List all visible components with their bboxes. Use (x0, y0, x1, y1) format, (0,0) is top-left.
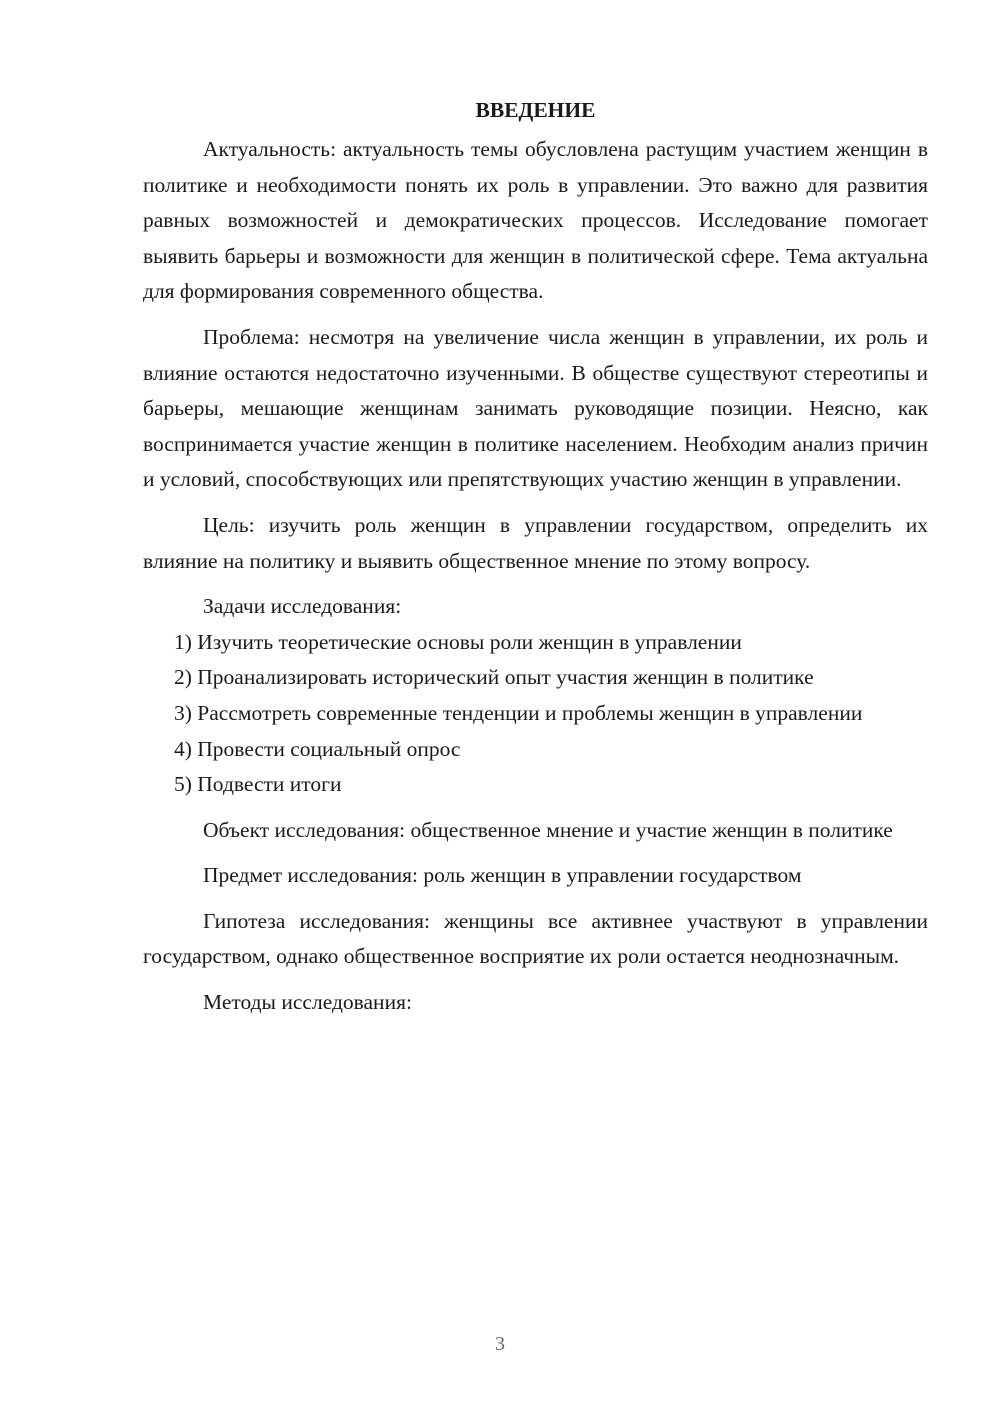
object-paragraph: Объект исследования: общественное мнение и участие женщин в политике (203, 817, 893, 842)
relevance-paragraph: Актуальность: актуальность темы обусловлена растущим участием женщин в политике и необходимости понять их роль в управлении. Это важно для развития равных возможностей и демократических процессов. Исследование помогает выявить барьеры и возможности для женщин в политической сфере. Тема актуальна для формирования современного общества. (143, 137, 928, 304)
task-item: 3) Рассмотреть современные тенденции и проблемы женщин в управлении (174, 700, 863, 725)
subject-paragraph: Предмет исследования: роль женщин в управлении государством (203, 863, 802, 888)
task-item: 5) Подвести итоги (174, 772, 342, 797)
document-page (143, 92, 928, 1021)
section-title: ВВЕДЕНИЕ (475, 98, 596, 122)
task-item: 4) Провести социальный опрос (174, 736, 461, 761)
task-item: 2) Проанализировать исторический опыт участия женщин в политике (174, 665, 814, 690)
hypothesis-paragraph: Гипотеза исследования: женщины все активнее участвуют в управлении государством, однако общественное восприятие их роли остается неоднозначным. (143, 908, 928, 969)
problem-paragraph: Проблема: несмотря на увеличение числа женщин в управлении, их роль и влияние остаются недостаточно изученными. В обществе существуют стереотипы и барьеры, мешающие женщинам занимать руководящие позиции. Неясно, как воспринимается участие женщин в политике населением. Необходим анализ причин и условий, способствующих или препятствующих участию женщин в управлении. (143, 324, 928, 492)
goal-paragraph: Цель: изучить роль женщин в управлении государством, определить их влияние на политику и выявить общественное мнение по этому вопросу. (143, 512, 928, 573)
page-number: 3 (495, 1333, 505, 1355)
tasks-heading: Задачи исследования: (203, 594, 402, 619)
methods-heading: Методы исследования: (203, 990, 412, 1015)
task-item: 1) Изучить теоретические основы роли женщин в управлении (174, 629, 742, 654)
